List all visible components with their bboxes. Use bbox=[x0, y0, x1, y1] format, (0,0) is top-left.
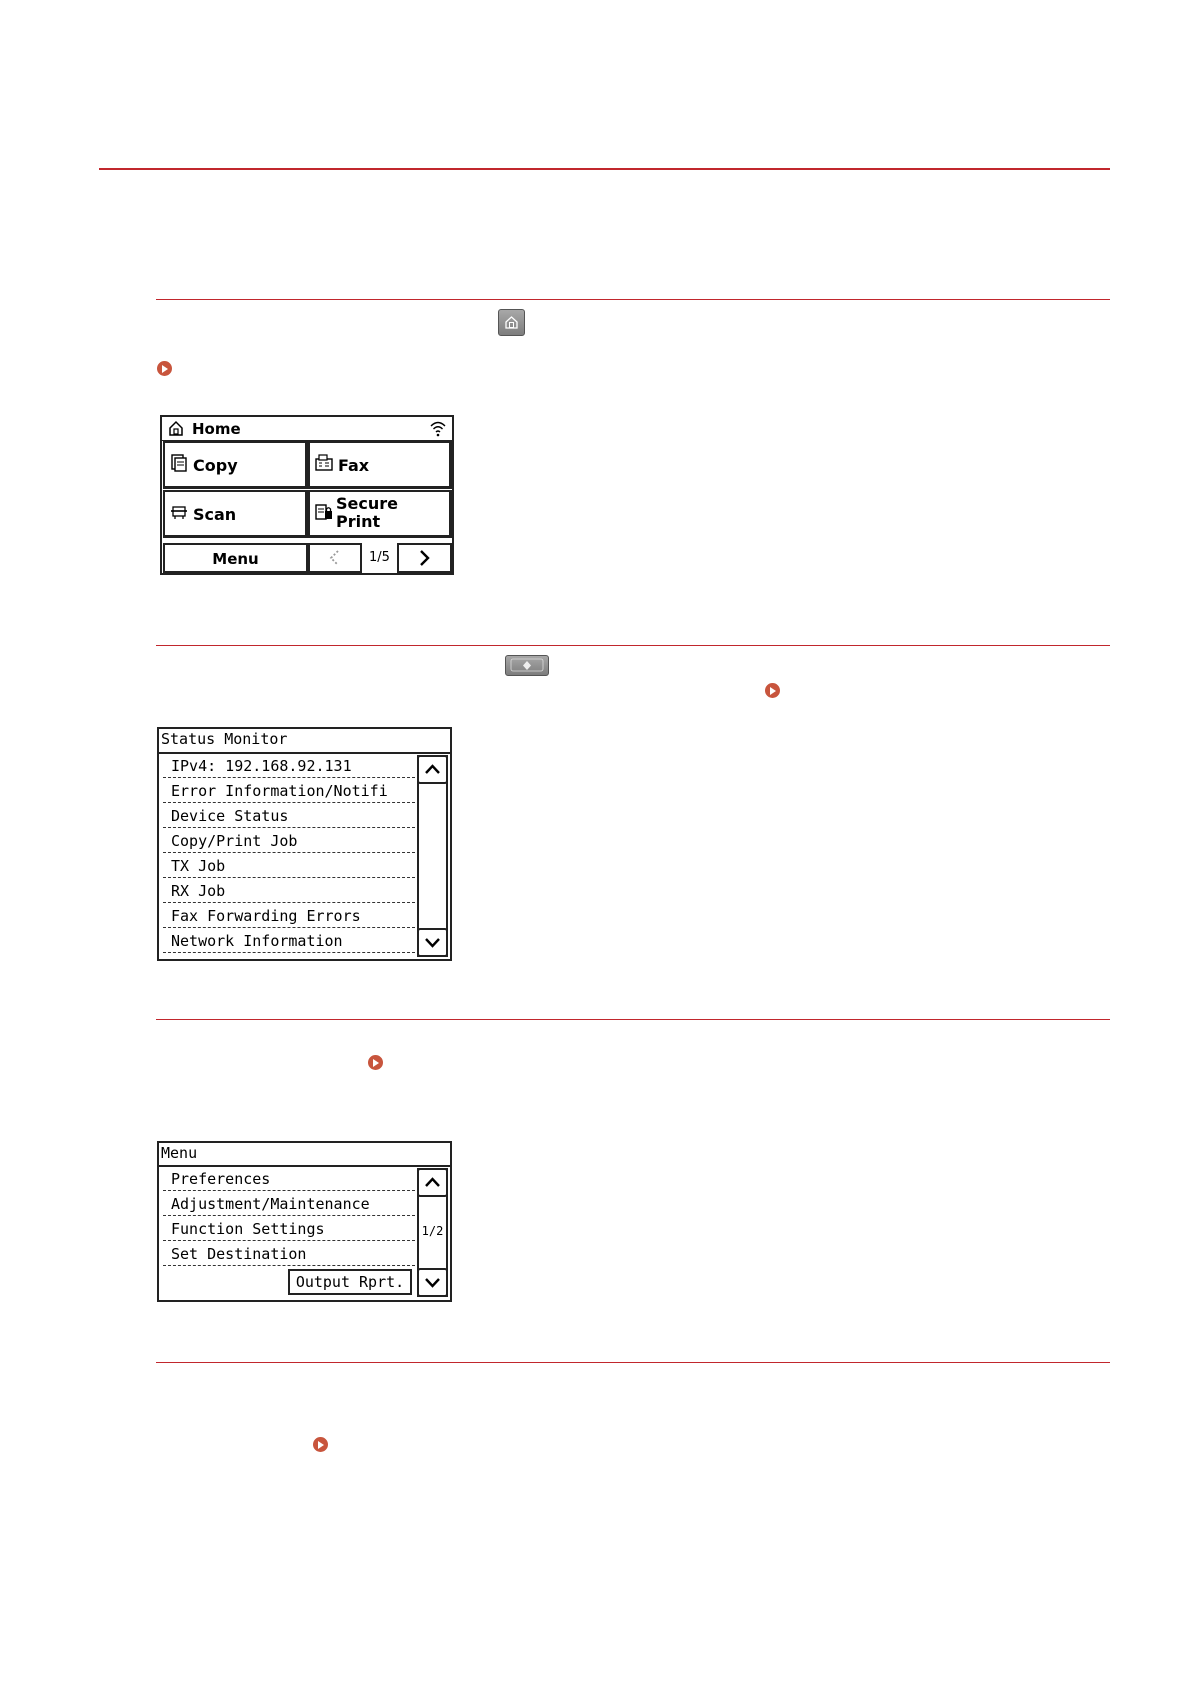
scan-tile[interactable] bbox=[163, 490, 308, 538]
list-item[interactable]: RX Job bbox=[163, 879, 415, 903]
status-monitor-key-icon bbox=[505, 655, 549, 676]
status-monitor-title: Status Monitor bbox=[161, 730, 288, 748]
home-title-bar bbox=[162, 417, 452, 441]
list-item[interactable]: Fax Forwarding Errors bbox=[163, 904, 415, 928]
list-item[interactable]: Adjustment/Maintenance bbox=[163, 1192, 415, 1216]
chevron-up-icon bbox=[419, 757, 446, 782]
link-arrow-icon[interactable] bbox=[157, 361, 172, 376]
wifi-icon bbox=[429, 419, 447, 437]
list-item[interactable]: Device Status bbox=[163, 804, 415, 828]
link-arrow-icon-4[interactable] bbox=[313, 1437, 328, 1452]
chevron-up-icon bbox=[419, 1170, 446, 1195]
menu-button-label: Menu bbox=[212, 550, 259, 568]
scroll-down-button[interactable] bbox=[417, 928, 448, 957]
scan-icon bbox=[169, 502, 189, 522]
fax-tile[interactable] bbox=[308, 441, 452, 489]
menu-title: Menu bbox=[161, 1144, 198, 1162]
chevron-right-icon bbox=[416, 549, 432, 567]
secure-print-tile[interactable] bbox=[308, 490, 452, 538]
list-item[interactable]: Function Settings bbox=[163, 1217, 415, 1241]
status-monitor-title-bar bbox=[159, 729, 450, 754]
output-report-label: Output Rprt. bbox=[295, 1273, 405, 1291]
fax-icon bbox=[314, 453, 334, 473]
home-key-icon bbox=[498, 309, 525, 336]
list-item[interactable]: Network Information bbox=[163, 929, 415, 953]
chevron-down-icon bbox=[419, 1270, 446, 1295]
home-title: Home bbox=[192, 420, 241, 438]
menu-panel bbox=[157, 1141, 452, 1302]
scan-label: Scan bbox=[193, 505, 237, 524]
fax-label: Fax bbox=[338, 456, 370, 475]
scroll-up-button[interactable] bbox=[417, 1168, 448, 1197]
copy-icon bbox=[169, 453, 189, 473]
page-indicator-text: 1/5 bbox=[369, 550, 390, 565]
chapter-rule bbox=[99, 168, 1110, 170]
scroll-down-button[interactable] bbox=[417, 1268, 448, 1297]
list-item[interactable]: Copy/Print Job bbox=[163, 829, 415, 853]
chevron-left-icon bbox=[327, 549, 343, 567]
page-indicator bbox=[362, 543, 397, 573]
section-rule-4 bbox=[156, 1362, 1110, 1363]
link-arrow-icon-3[interactable] bbox=[368, 1055, 383, 1070]
home-icon bbox=[168, 420, 184, 436]
section-rule-1 bbox=[156, 299, 1110, 300]
output-report-button[interactable] bbox=[288, 1269, 412, 1295]
list-item[interactable]: Preferences bbox=[163, 1167, 415, 1191]
next-page-button[interactable] bbox=[397, 543, 452, 573]
secure-print-label-line-2: Print bbox=[336, 512, 381, 531]
home-screen-panel bbox=[160, 415, 454, 575]
list-item[interactable]: Set Destination bbox=[163, 1242, 415, 1266]
scrollbar[interactable] bbox=[417, 755, 448, 957]
menu-page-indicator: 1/2 bbox=[421, 1224, 444, 1238]
scroll-up-button[interactable] bbox=[417, 755, 448, 784]
secure-print-label bbox=[336, 495, 398, 531]
list-item[interactable]: TX Job bbox=[163, 854, 415, 878]
secure-print-icon bbox=[314, 502, 334, 522]
menu-title-bar bbox=[159, 1143, 450, 1167]
list-item[interactable]: IPv4: 192.168.92.131 bbox=[163, 754, 415, 778]
chevron-down-icon bbox=[419, 930, 446, 955]
previous-page-button[interactable] bbox=[308, 543, 362, 573]
section-rule-3 bbox=[156, 1019, 1110, 1020]
copy-label: Copy bbox=[193, 456, 238, 475]
link-arrow-icon-2[interactable] bbox=[765, 683, 780, 698]
list-item[interactable]: Error Information/Notifi bbox=[163, 779, 415, 803]
copy-tile[interactable] bbox=[163, 441, 308, 489]
status-monitor-panel bbox=[157, 727, 452, 961]
section-rule-2 bbox=[156, 645, 1110, 646]
menu-button[interactable] bbox=[163, 543, 308, 573]
secure-print-label-line-1: Secure bbox=[336, 494, 398, 513]
